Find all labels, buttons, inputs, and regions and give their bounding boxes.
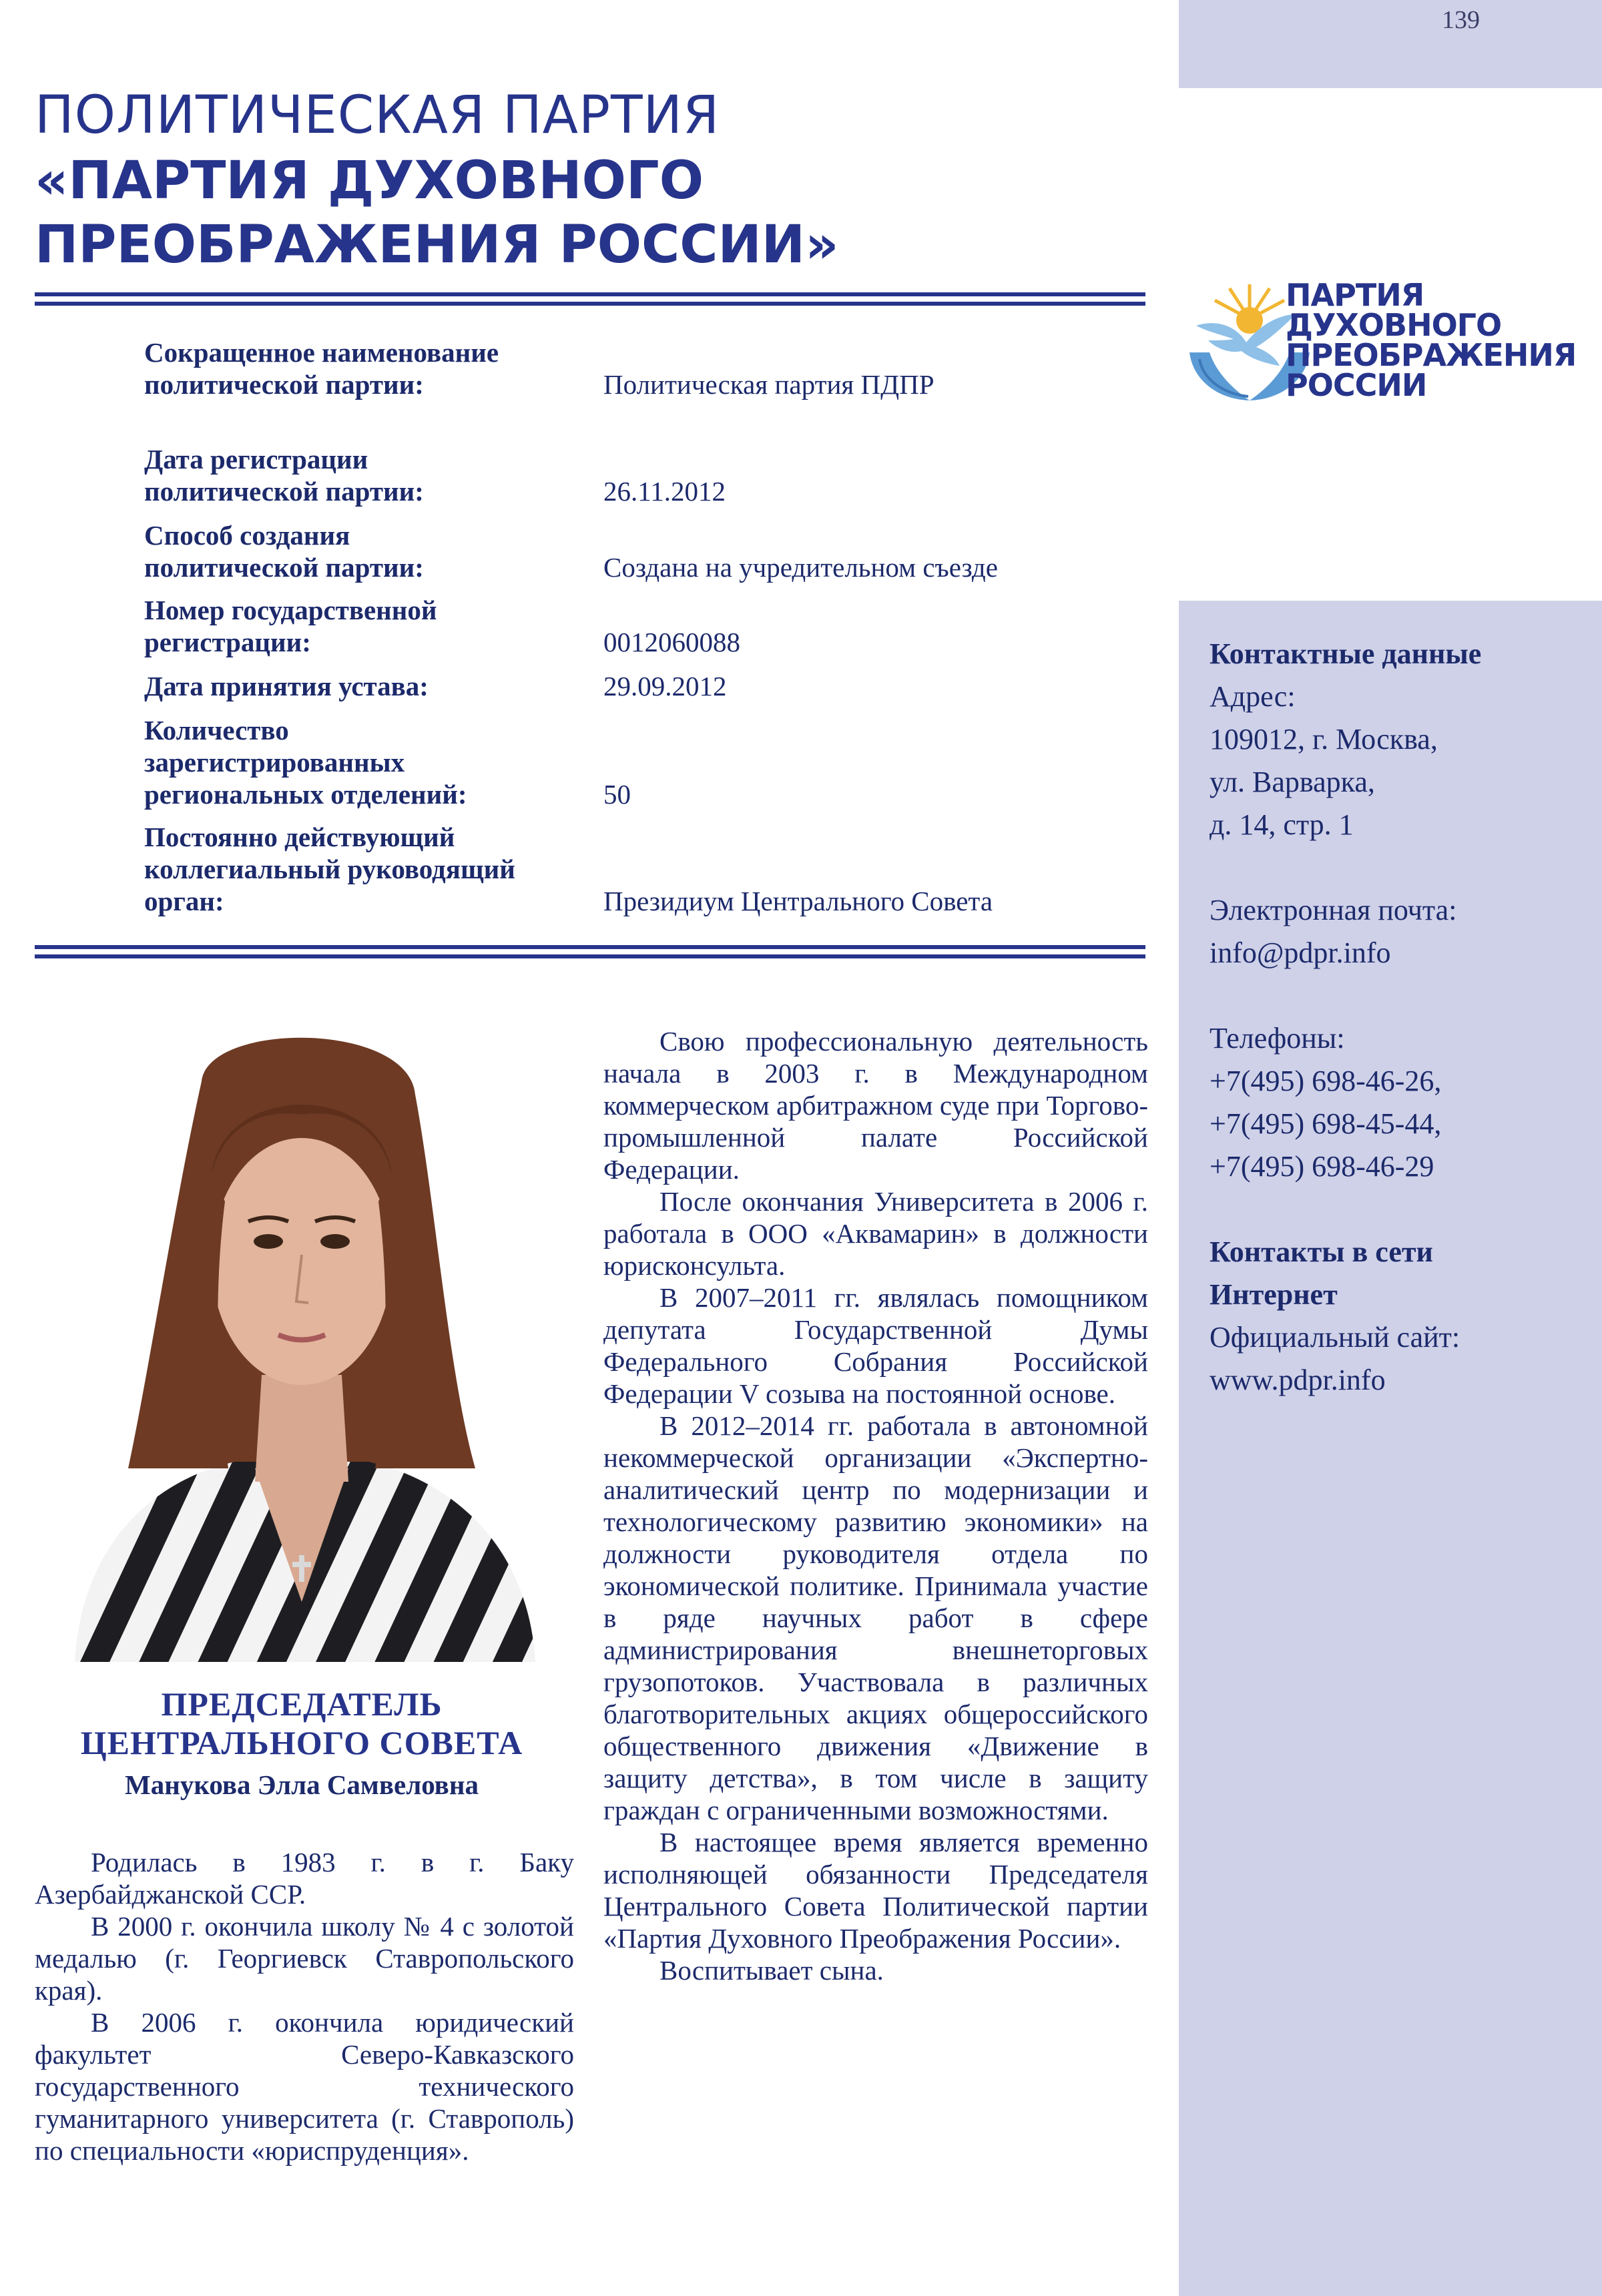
page-title-line1: ПОЛИТИЧЕСКАЯ ПАРТИЯ [35, 85, 720, 146]
address-line: 109012, г. Москва, [1210, 723, 1438, 756]
info-label-creation-method: Способ создания политической партии: [144, 520, 424, 583]
info-label-registration-date: Дата регистрации политической партии: [144, 444, 424, 507]
address-line: ул. Варварка, [1210, 766, 1375, 798]
info-value-regional-branches: 50 [603, 779, 631, 810]
divider-top-2 [35, 302, 1145, 306]
info-label-short-name: Сокращенное наименование политической партии: [144, 337, 499, 400]
phone-number: +7(495) 698-46-26, [1210, 1065, 1442, 1097]
info-value-short-name: Политическая партия ПДПР [603, 369, 934, 400]
spacer [1210, 974, 1583, 1017]
person-role-line1: ПРЕДСЕДАТЕЛЬ [161, 1685, 443, 1723]
phone-number: +7(495) 698-46-29 [1210, 1150, 1434, 1183]
person-role [35, 1685, 569, 1762]
bio-paragraph: Воспитывает сына. [659, 1955, 884, 1986]
address-label: Адрес: [1210, 680, 1296, 713]
address-line: д. 14, стр. 1 [1210, 808, 1354, 841]
bio-paragraph: Свою профессиональную деятельность начала в 2003 г. в Международном коммерческом арбитражном суде при Торгово-промышленной палате Российской Федерации. [603, 1026, 1148, 1185]
page-title-line2: «ПАРТИЯ ДУХОВНОГО [35, 151, 704, 211]
logo-line: РОССИИ [1286, 367, 1427, 403]
email-label: Электронная почта: [1210, 894, 1457, 926]
logo-line: ДУХОВНОГО [1286, 307, 1502, 343]
info-value-charter-date: 29.09.2012 [603, 671, 727, 701]
info-value-registration-number: 0012060088 [603, 627, 740, 657]
page-title-line3: ПРЕОБРАЖЕНИЯ РОССИИ» [35, 215, 839, 275]
bio-paragraph: В настоящее время является временно исполняющей обязанности Председателя Центрального Совета Политической партии «Партия Духовного Преображения России». [603, 1827, 1148, 1954]
bio-paragraph: В 2007–2011 гг. являлась помощником депутата Государственной Думы Федерального Собрания Российской Федерации V созыва на постоянной основе. [603, 1282, 1148, 1409]
logo-text [1286, 277, 1577, 403]
bio-paragraph: После окончания Университета в 2006 г. работала в ООО «Аквамарин» в должности юрисконсульта. [603, 1186, 1148, 1281]
internet-heading: Контакты в сети [1210, 1235, 1433, 1268]
logo-line: ПРЕОБРАЖЕНИЯ [1286, 337, 1577, 373]
phones-label: Телефоны: [1210, 1022, 1345, 1055]
bio-paragraph: В 2012–2014 гг. работала в автономной некоммерческой организации «Экспертно-аналитический центр по модернизации и технологическому развитию экономики» на должности руководителя отдела по экономической политике. Принимала участие в ряде научных работ в сфере администрирования внешнеторговых грузопотоков. Участвовала в различных благотворительных акциях общероссийского общественного движения «Движение в защиту детства», в том числе в защиту граждан с ограниченными возможностями. [603, 1410, 1148, 1825]
divider-bottom-1 [35, 945, 1145, 949]
person-name: Манукова Элла Самвеловна [125, 1769, 479, 1800]
bio-paragraph: В 2006 г. окончила юридический факультет Северо-Кавказского государственного технического гуманитарного университета (г. Ставрополь) по специальности «юриспруденция». [35, 2007, 574, 2166]
portrait-photo [35, 1001, 569, 1662]
portrait-image-icon [35, 1001, 569, 1662]
email-link[interactable]: info@pdpr.info [1210, 936, 1391, 969]
bio-paragraph: В 2000 г. окончила школу № 4 с золотой медалью (г. Георгиевск Ставропольского края). [35, 1911, 574, 2006]
contacts-heading: Контактные данные [1210, 637, 1482, 670]
site-link[interactable]: www.pdpr.info [1210, 1364, 1386, 1396]
bio-right-column [603, 1025, 1148, 1986]
contacts-block [1210, 633, 1583, 1402]
bio-paragraph: Родилась в 1983 г. в г. Баку Азербайджанской ССР. [35, 1847, 574, 1910]
phone-number: +7(495) 698-45-44, [1210, 1107, 1442, 1140]
person-role-line2: ЦЕНТРАЛЬНОГО СОВЕТА [80, 1724, 523, 1761]
divider-top-1 [35, 292, 1145, 296]
info-label-registration-number: Номер государственной регистрации: [144, 595, 437, 657]
spacer [1210, 1188, 1583, 1231]
info-value-creation-method: Создана на учредительном съезде [603, 552, 998, 583]
info-value-governing-body: Президиум Центрального Совета [603, 886, 993, 916]
site-label: Официальный сайт: [1210, 1321, 1460, 1354]
info-label-charter-date: Дата принятия устава: [144, 671, 429, 701]
logo-line: ПАРТИЯ [1286, 277, 1424, 313]
info-label-regional-branches: Количество зарегистрированных региональных отделений: [144, 715, 467, 810]
internet-heading-line2: Интернет [1210, 1278, 1338, 1311]
info-value-registration-date: 26.11.2012 [603, 476, 726, 507]
page-number: 139 [1442, 6, 1480, 34]
divider-bottom-2 [35, 954, 1145, 958]
sidebar-top-panel [1179, 0, 1602, 88]
info-label-governing-body: Постоянно действующий коллегиальный руководящий орган: [144, 822, 515, 916]
bio-left-column [35, 1846, 574, 2167]
spacer [1210, 846, 1583, 889]
